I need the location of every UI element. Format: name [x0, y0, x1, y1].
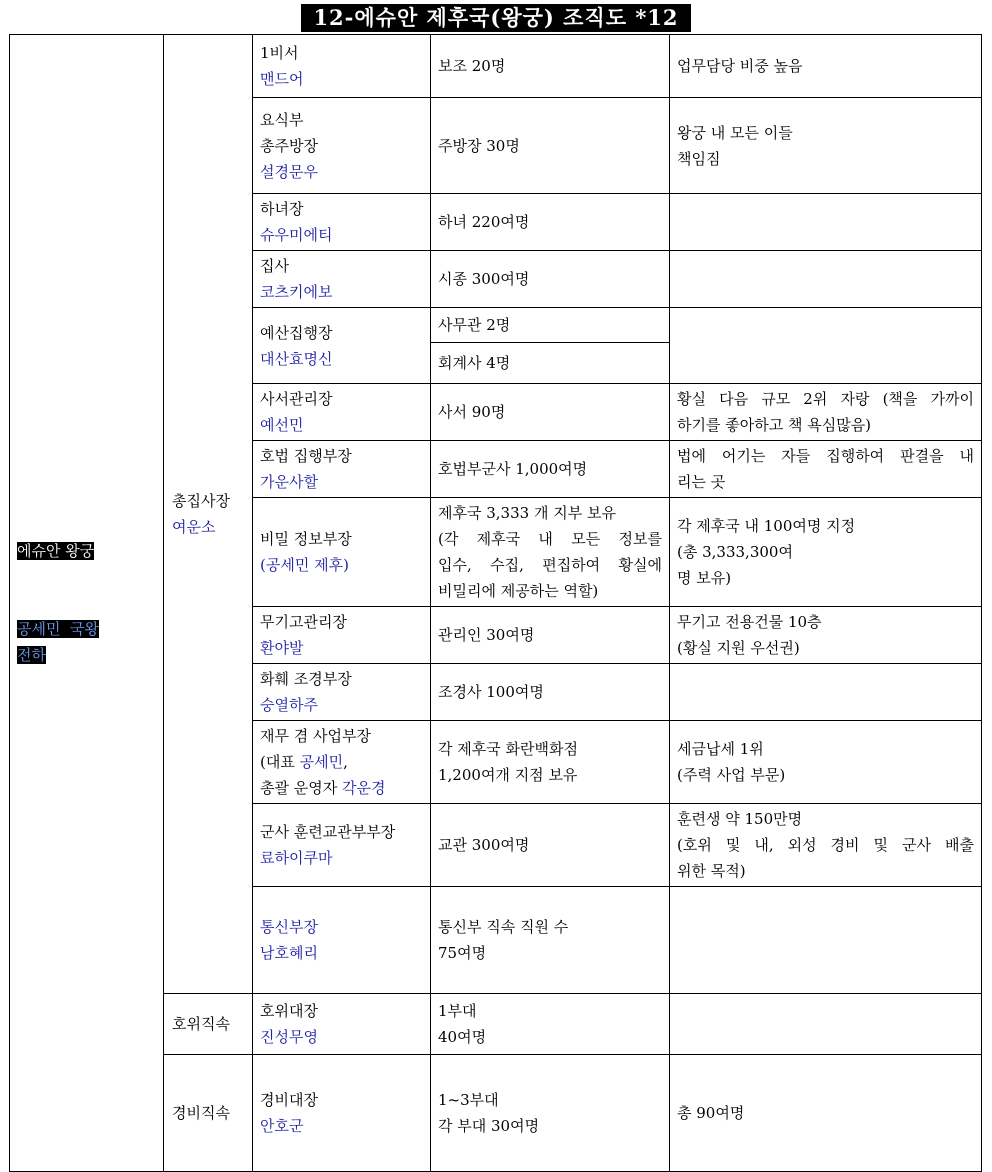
- group-chief-label: 총집사장: [172, 492, 230, 510]
- role-holder: 안호군: [260, 1117, 304, 1135]
- note-cell: [670, 194, 982, 251]
- note-cell: [670, 887, 982, 994]
- note-text-2: 리는 곳: [677, 473, 726, 491]
- role-cell: [253, 35, 431, 98]
- staff-cell: [431, 343, 670, 384]
- role-holder: 코츠키에보: [260, 283, 333, 301]
- note-text-2: 하기를 좋아하고 책 욕심많음): [677, 416, 872, 434]
- role-title: 무기고관리장: [260, 613, 347, 631]
- staff-cell: [431, 804, 670, 887]
- staff-text-2: (각 제후국 내 모든 정보를: [438, 530, 662, 548]
- note-text: 왕궁 내 모든 이들: [677, 123, 793, 142]
- role-cell: [253, 441, 431, 498]
- note-text-3: 명 보유): [677, 569, 732, 587]
- staff-text: 1부대: [438, 1002, 477, 1020]
- role-cell: [253, 384, 431, 441]
- org-chart-table: [9, 34, 982, 1172]
- role-title-2: 총주방장: [260, 136, 318, 155]
- staff-cell: [431, 35, 670, 98]
- note-cell: [670, 35, 982, 98]
- staff-text: 호법부군사 1,000여명: [438, 460, 588, 478]
- page-title: 12-에슈안 제후국(왕궁) 조직도 *12: [301, 4, 690, 32]
- note-cell: [670, 721, 982, 804]
- note-cell: [670, 251, 982, 308]
- staff-text: 시종 300여명: [438, 270, 530, 288]
- role-cell: [253, 664, 431, 721]
- staff-text: 조경사 100여명: [438, 683, 544, 701]
- role-cell: [253, 251, 431, 308]
- role-title: 사서관리장: [260, 390, 333, 408]
- role-holder: 진성무영: [260, 1028, 318, 1046]
- note-text: 세금납세 1위: [677, 740, 764, 758]
- note-text: 훈련생 약 150만명: [677, 810, 803, 828]
- staff-cell: [431, 607, 670, 664]
- staff-text: 관리인 30여명: [438, 626, 535, 644]
- staff-text: 회계사 4명: [438, 354, 511, 372]
- note-cell: [670, 441, 982, 498]
- role-holder: 남호혜리: [260, 944, 318, 962]
- staff-text-2: 각 부대 30여명: [438, 1117, 540, 1135]
- staff-text-2: 75여명: [438, 944, 487, 962]
- role-title: 요식부: [260, 110, 304, 129]
- role-title: 군사 훈련교관부부장: [260, 823, 396, 841]
- role-holder: (공세민 제후): [260, 556, 349, 574]
- note-text: 업무담당 비중 높음: [677, 57, 803, 75]
- staff-cell: [431, 251, 670, 308]
- note-text: 총 90여명: [677, 1104, 745, 1122]
- group-guard-label: 호위직속: [172, 1015, 230, 1033]
- role-title: 화훼 조경부장: [260, 670, 352, 688]
- role-holder: 대산효명신: [260, 349, 333, 368]
- note-cell: [670, 1055, 982, 1172]
- staff-cell: [431, 441, 670, 498]
- note-cell: [670, 384, 982, 441]
- role-holder: 가운사할: [260, 473, 318, 491]
- note-text: 무기고 전용건물 10층: [677, 613, 822, 631]
- group-security-cell: [164, 1055, 253, 1172]
- root-king-suffix: 전하: [17, 646, 46, 664]
- note-text-2: (주력 사업 부문): [677, 766, 786, 784]
- role-holder: 예선민: [260, 416, 304, 434]
- role-prefix: 총괄 운영자: [260, 779, 342, 797]
- role-title: 하녀장: [260, 200, 304, 218]
- staff-cell: [431, 384, 670, 441]
- staff-text: 각 제후국 화란백화점: [438, 740, 578, 758]
- note-cell: [670, 804, 982, 887]
- role-holder: 공세민: [299, 753, 344, 771]
- role-cell: [253, 994, 431, 1055]
- role-prefix: (대표: [260, 753, 300, 771]
- staff-text: 통신부 직속 직원 수: [438, 918, 569, 936]
- note-text: 법에 어기는 자들 집행하여 판결을 내: [677, 447, 974, 465]
- note-cell: [670, 664, 982, 721]
- role-title: 비밀 정보부장: [260, 530, 352, 548]
- note-cell: [670, 98, 982, 194]
- note-text: 황실 다음 규모 2위 자랑 (책을 가까이: [677, 390, 974, 408]
- role-title: 통신부장: [260, 918, 318, 936]
- staff-text: 제후국 3,333 개 지부 보유: [438, 504, 616, 522]
- role-title: 경비대장: [260, 1091, 318, 1109]
- role-title: 재무 겸 사업부장: [260, 727, 371, 745]
- staff-text: 사무관 2명: [438, 316, 511, 334]
- staff-cell: [431, 98, 670, 194]
- root-cell: [10, 35, 164, 1172]
- role-cell: [253, 98, 431, 194]
- group-chief-name: 여운소: [172, 518, 216, 536]
- staff-text-4: 비밀리에 제공하는 역할): [438, 582, 599, 600]
- staff-cell: [431, 1055, 670, 1172]
- note-cell: [670, 308, 982, 384]
- staff-text: 주방장 30명: [438, 136, 520, 155]
- note-text-3: 위한 목적): [677, 862, 746, 880]
- role-holder: 설경문우: [260, 162, 318, 181]
- staff-cell: [431, 194, 670, 251]
- group-security-label: 경비직속: [172, 1104, 230, 1122]
- staff-text-2: 1,200여개 지점 보유: [438, 766, 578, 784]
- staff-cell: [431, 664, 670, 721]
- staff-cell: [431, 887, 670, 994]
- role-cell: [253, 498, 431, 607]
- staff-text: 교관 300여명: [438, 836, 530, 854]
- role-holder: 환야발: [260, 639, 304, 657]
- staff-cell: [431, 994, 670, 1055]
- staff-text-2: 40여명: [438, 1028, 487, 1046]
- role-holder: 숭열하주: [260, 696, 318, 714]
- role-cell: [253, 887, 431, 994]
- role-holder: 맨드어: [260, 70, 304, 88]
- staff-text: 보조 20명: [438, 57, 506, 75]
- group-guard-cell: [164, 994, 253, 1055]
- role-title: 집사: [260, 257, 289, 275]
- role-title-3: [260, 775, 423, 801]
- staff-text: 1~3부대: [438, 1091, 499, 1109]
- role-holder: 슈우미에티: [260, 226, 333, 244]
- role-holder: 료하이쿠마: [260, 849, 333, 867]
- role-holder-2: 각운경: [342, 779, 386, 797]
- role-title: 호법 집행부장: [260, 447, 352, 465]
- group-chief-cell: [164, 35, 253, 994]
- role-title: 호위대장: [260, 1002, 318, 1020]
- note-cell: [670, 994, 982, 1055]
- root-king-label: 공세민 국왕: [17, 620, 99, 638]
- role-title-2: [260, 749, 423, 775]
- note-text-2: (총 3,333,300여: [677, 543, 793, 561]
- role-cell: [253, 804, 431, 887]
- role-cell: [253, 721, 431, 804]
- note-cell: [670, 607, 982, 664]
- note-text-2: (황실 지원 우선권): [677, 639, 800, 657]
- staff-text: 사서 90명: [438, 403, 506, 421]
- root-palace-label: 에슈안 왕궁: [17, 542, 95, 560]
- role-suffix: ,: [343, 753, 348, 771]
- staff-text: 하녀 220여명: [438, 213, 530, 231]
- role-cell: [253, 194, 431, 251]
- note-text-2: (호위 및 내, 외성 경비 및 군사 배출: [677, 836, 974, 854]
- role-cell: [253, 308, 431, 384]
- role-cell: [253, 1055, 431, 1172]
- role-title: 1비서: [260, 44, 299, 62]
- note-text-2: 책임짐: [677, 149, 721, 168]
- staff-cell: [431, 498, 670, 607]
- note-cell: [670, 498, 982, 607]
- table-row: [10, 35, 982, 98]
- staff-cell: [431, 721, 670, 804]
- staff-text-3: 입수, 수집, 편집하여 황실에: [438, 556, 662, 574]
- staff-cell: [431, 308, 670, 343]
- role-cell: [253, 607, 431, 664]
- note-text: 각 제후국 내 100여명 지정: [677, 517, 856, 535]
- role-title: 예산집행장: [260, 323, 333, 342]
- title-container: [0, 4, 992, 32]
